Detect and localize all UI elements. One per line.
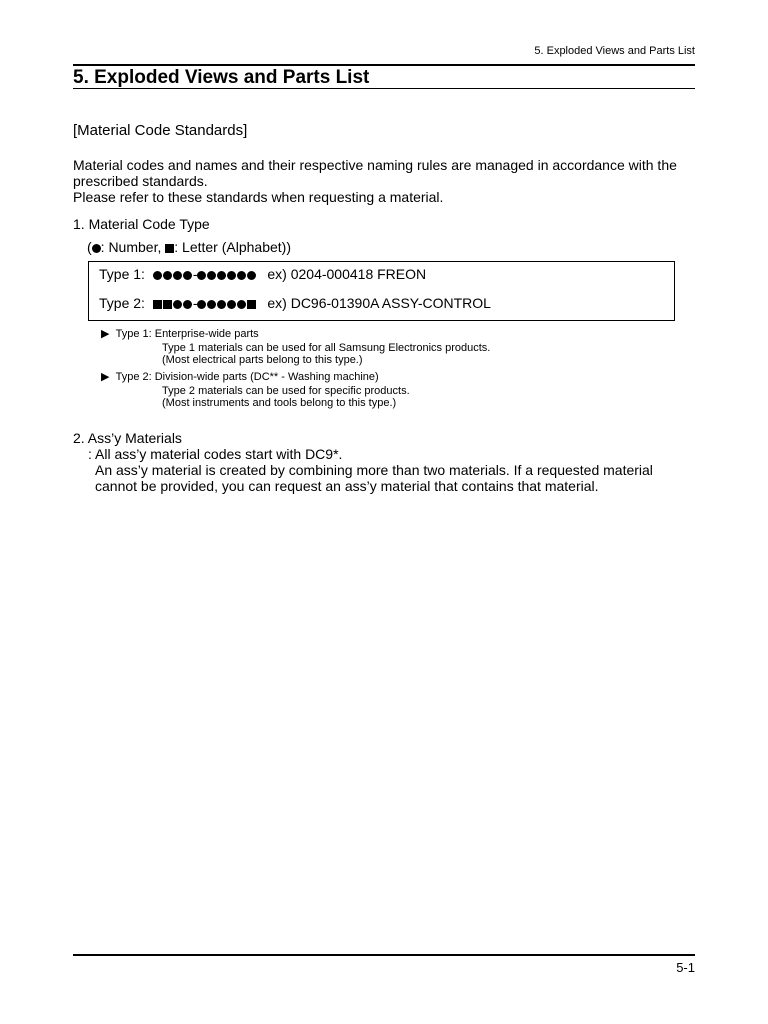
item2-line1: : All ass’y material codes start with DC9*. <box>88 446 343 462</box>
section-heading: [Material Code Standards] <box>73 122 248 139</box>
filled-square-icon <box>165 244 174 253</box>
note2-line2: (Most instruments and tools belong to this type.) <box>162 397 397 409</box>
type2-row <box>99 295 491 311</box>
right-triangle-icon: ▶ <box>101 328 110 340</box>
page-number: 5-1 <box>676 960 695 975</box>
filled-circle-icon <box>183 300 192 309</box>
filled-circle-icon <box>207 300 216 309</box>
filled-circle-icon <box>217 271 226 280</box>
code-type-box <box>88 261 675 321</box>
filled-circle-icon <box>153 271 162 280</box>
note2-title-text: Type 2: Division-wide parts (DC** - Washing machine) <box>115 371 379 383</box>
type1-example: ex) 0204-000418 FREON <box>267 266 427 282</box>
filled-square-icon <box>247 300 256 309</box>
note1-line1: Type 1 materials can be used for all Samsung Electronics products. <box>162 342 491 354</box>
note2-line1: Type 2 materials can be used for specific products. <box>162 385 410 397</box>
type2-label: Type 2: <box>99 295 145 311</box>
item2-heading: 2. Ass’y Materials <box>73 430 182 446</box>
type1-row <box>99 266 426 282</box>
item1-heading: 1. Material Code Type <box>73 216 210 232</box>
legend-letter-label: : Letter (Alphabet)) <box>174 239 291 255</box>
type2-example: ex) DC96-01390A ASSY-CONTROL <box>267 295 491 311</box>
note1-title <box>101 328 259 341</box>
intro-note: Please refer to these standards when requesting a material. <box>73 189 444 205</box>
footer-rule <box>73 954 695 956</box>
filled-circle-icon <box>237 271 246 280</box>
right-triangle-icon: ▶ <box>101 371 110 383</box>
intro-paragraph: Material codes and names and their respective naming rules are managed in accordance with the prescribed standards. <box>73 157 677 189</box>
filled-circle-icon <box>217 300 226 309</box>
note2-title <box>101 371 379 384</box>
filled-circle-icon <box>207 271 216 280</box>
title-underline <box>73 88 695 89</box>
type1-label: Type 1: <box>99 266 145 282</box>
filled-circle-icon <box>227 300 236 309</box>
filled-circle-icon <box>227 271 236 280</box>
note1-line2: (Most electrical parts belong to this type.) <box>162 354 363 366</box>
filled-circle-icon <box>183 271 192 280</box>
filled-circle-icon <box>237 300 246 309</box>
type1-pattern: - <box>153 266 258 282</box>
filled-square-icon <box>163 300 172 309</box>
page-title: 5. Exploded Views and Parts List <box>73 67 370 88</box>
filled-circle-icon <box>173 271 182 280</box>
filled-square-icon <box>153 300 162 309</box>
running-header: 5. Exploded Views and Parts List <box>534 45 695 57</box>
filled-circle-icon <box>163 271 172 280</box>
code-legend <box>87 239 291 255</box>
filled-circle-icon <box>92 244 101 253</box>
top-rule <box>73 64 695 66</box>
filled-circle-icon <box>173 300 182 309</box>
item2-line2: An ass’y material is created by combining more than two materials. If a requested material cannot be provided, you can request an ass’y material that contains that material. <box>95 462 653 494</box>
legend-number-label: : Number, <box>100 239 166 255</box>
filled-circle-icon <box>197 271 206 280</box>
filled-circle-icon <box>247 271 256 280</box>
legend-open: ( <box>87 239 92 255</box>
note1-title-text: Type 1: Enterprise-wide parts <box>115 328 259 340</box>
type2-pattern: - <box>153 295 258 311</box>
filled-circle-icon <box>197 300 206 309</box>
